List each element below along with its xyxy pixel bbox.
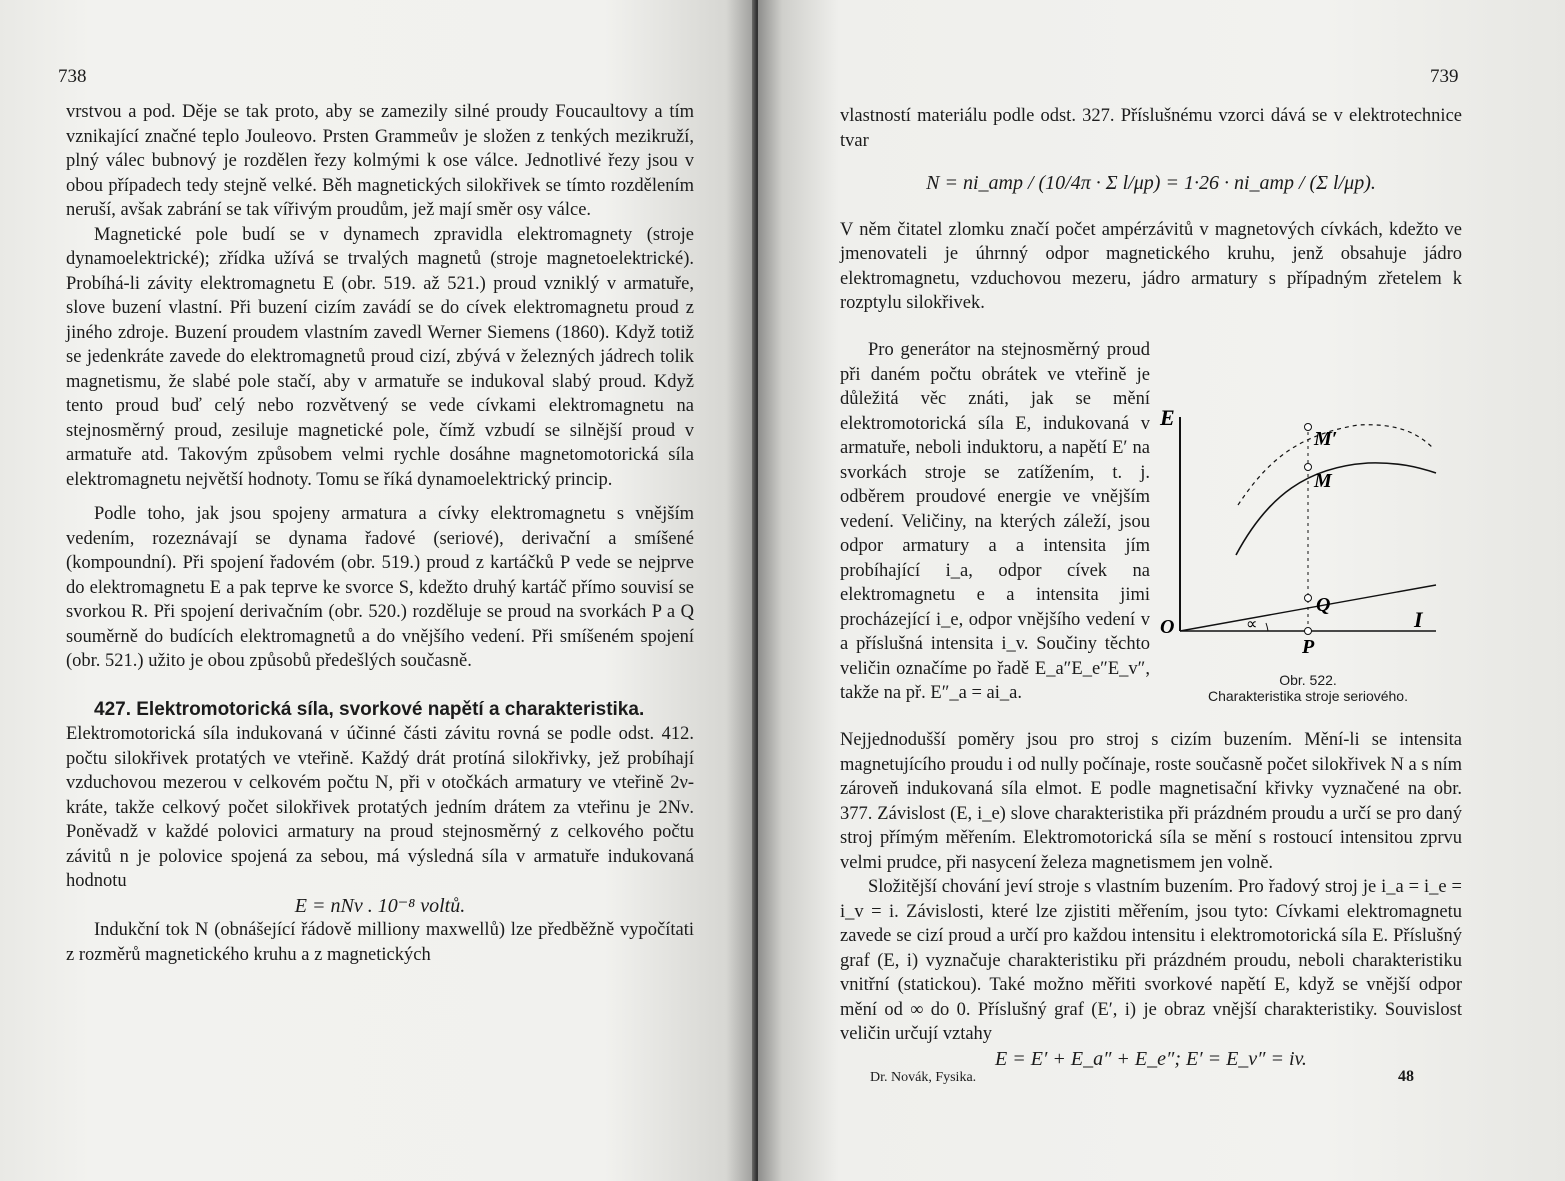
paragraph: Složitější chování jeví stroje s vlastním buzením. Pro řadový stroj je i_a = i_e = i_v = i. Závislosti, které lze zjistiti měřením, jsou tyto: Cívkami elektromagnetu zavede se cizí proud a určí pro každou intensitu i elektromotorická síla E. Příslušný graf (E, i) vyznačuje charakteristiku při prázdném proudu, neboli charakteristiku vnitřní (statickou). Také možno měřiti svorkové napětí E, když se vnější odpor mění od ∞ do 0. Příslušný graf (E′, i) je obraz vnější charakteristiky. Souvislost veličin určují vztahy [840, 877, 1462, 1044]
paragraph: vrstvou a pod. Děje se tak proto, aby se zamezily silné proudy Foucaultovy a tím vznikající značné teplo Jouleovo. Prsten Grammeův je složen z tenkých mezikruží, plný válec bubnový je rozdělen řezy kolmými k ose válce. Jednotlivé řezy jsou v obou případech tedy stejně velké. Běh magnetických silokřivek se tímto rozdělením neruší, avšak zabrání se tak vířivým proudům, jež mají směr osy válce. [66, 102, 694, 220]
right-body-bottom [840, 728, 1462, 1071]
paragraph: Indukční tok N (obnášející řádově milliony maxwellů) lze předběžně vypočítati z rozměrů magnetického kruhu a z magnetických [66, 920, 694, 965]
label-alpha: ∝ [1246, 616, 1258, 633]
footer-author: Dr. Novák, Fysika. [870, 1070, 977, 1085]
paragraph: V něm čitatel zlomku značí počet ampérzávitů v magnetových cívkách, kdežto ve jmenovateli je úhrnný odpor magnetického kruhu, jenž obsahuje jádro elektromagnetu, vzduchovou mezeru, jádro armatury s případným zřetelem k rozptylu silokřivek. [840, 219, 1462, 313]
point-p [1305, 628, 1312, 635]
point-q [1305, 595, 1312, 602]
formula: N = ni_amp / (10/4π · Σ l/μp) = 1·26 · ni_amp / (Σ l/μp). [926, 172, 1376, 194]
paragraph: vlastností materiálu podle odst. 327. Příslušnému vzorci dává se v elektrotechnice tvar [840, 106, 1462, 151]
point-m [1305, 464, 1312, 471]
paragraph: Magnetické pole budí se v dynamech zpravidla elektromagnety (stroje dynamoelektrické); zřídka užívá se trvalých magnetů (stroje magnetoelektrické). Probíhá-li závity elektromagnetu E (obr. 519. až 521.) proud vzniklý v armatuře, slove buzení vlastní. Při buzení cizím zavádí se do cívek elektromagnetu proud z jiného zdroje. Buzení proudem vlastním zavedl Werner Siemens (1860). Když totiž se jedenkráte zavede do elektromagnetů proud cizí, zbývá v železných jádrech tolik magnetismu, že slabé pole stačí, aby v armatuře se indukoval slabý proud. Když tento proud buď celý nebo rozvětvený se vede cívkami elektromagnetu na stejnosměrný proud, zesiluje magnetické pole, čímž vzbudí se silnější proud v armatuře atd. Takovým způsobem velmi rychle dosáhne magnetomotorická síla elektromagnetu největší hodnoty. Tomu se říká dynamoelektrický princip. [66, 224, 694, 490]
formula: E = E′ + E_a″ + E_e″; E′ = E_v″ = iv. [995, 1047, 1307, 1070]
angle-arc [1266, 623, 1268, 631]
paragraph: Podle toho, jak jsou spojeny armatura a cívky elektromagnetu s vnějším vedením, rozeznávají se dynama řadové (seriové), derivační a smíšené (kompoundní). Při spojení řadovém (obr. 519.) proud z kartáčků P vede se nejprve do elektromagnetu E a pak teprve ke svorce S, kdežto druhý kartáč přímo souvisí se svorkou R. Při spojení derivačním (obr. 520.) rozděluje se proud na svorkách P a Q souměrně do budících elektromagnetů a do vnějšího vedení. Při smíšeném spojení (obr. 521.) užito je obou způsobů předešlých současně. [66, 504, 694, 671]
right-body-top [840, 104, 1462, 316]
left-body [66, 100, 694, 967]
left-page [0, 0, 756, 1181]
section-heading: 427. Elektromotorická síla, svorkové napětí a charakteristika. [94, 698, 645, 720]
figure-caption-text: Charakteristika stroje seriového. [1208, 688, 1408, 704]
figure-522 [1158, 405, 1458, 705]
label-i: I [1414, 607, 1423, 632]
label-o: O [1160, 616, 1175, 638]
paragraph: Pro generátor na stejnosměrný proud při daném počtu obrátek ve vteřině je důležitá věc znáti, jak se mění elektromotorická síla E, indukovaná v armatuře, neboli induktoru, a napětí E′ na svorkách stroje se zatížením, t. j. odběrem proudové energie ve vnějším vedení. Veličiny, na kterých záleží, jsou odpor armatury a a intensita jím probíhající i_a, odpor cívek na elektromagnetu e a intensita jimi procházející i_e, odpor vnějšího vedení v a příslušná intensita i_v. Součiny těchto veličin označíme po řadě E_a″E_e″E_v″, takže na př. E″_a = ai_a. [840, 340, 1150, 703]
page-number-left: 738 [58, 66, 87, 87]
internal-characteristic-curve [1236, 463, 1436, 555]
figure-caption-number: Obr. 522. [1279, 672, 1337, 688]
point-m-prime [1305, 424, 1312, 431]
label-q: Q [1316, 594, 1331, 616]
formula: E = nNν . 10⁻⁸ voltů. [294, 894, 466, 917]
paragraph: Elektromotorická síla indukovaná v účinné části závitu rovná se podle odst. 412. počtu silokřivek protatých ve vteřině. Každý drát protíná silokřivky, jež probíhají vzduchovou mezerou v celkovém počtu N, při ν otočkách armatury ve vteřině 2ν-kráte, takže celkový počet silokřivek protatých jedním drátem za vteřinu je 2Nν. Poněvadž v každé polovici armatury na proud stejnosměrný z celkového počtu závitů n je polovice spojená za sebou, má výsledná síla v armatuře indukovaná hodnotu [66, 724, 694, 891]
characteristic-diagram [1158, 405, 1458, 665]
footer-sheet-number: 48 [1398, 1068, 1414, 1085]
label-p: P [1302, 636, 1315, 658]
label-m: M [1314, 470, 1332, 492]
paragraph: Nejjednodušší poměry jsou pro stroj s cizím buzením. Mění-li se intensita magnetujícího proudu i od nully počínaje, roste současně počet silokřivek N a s ním zároveň indukovaná síla elmot. E podle magnetisační křivky vyznačené na obr. 377. Závislost (E, i_e) slove charakteristika při prázdném proudu a určí se pro daný stroj přímým měřením. Elektromotorická síla se mění s rostoucí intensitou zprvu velmi prudce, při nasycení železa magnetismem jen volně. [840, 730, 1462, 873]
label-m-prime: M′ [1314, 428, 1338, 450]
label-e: E [1160, 405, 1175, 430]
page-number-right: 739 [1430, 66, 1459, 87]
